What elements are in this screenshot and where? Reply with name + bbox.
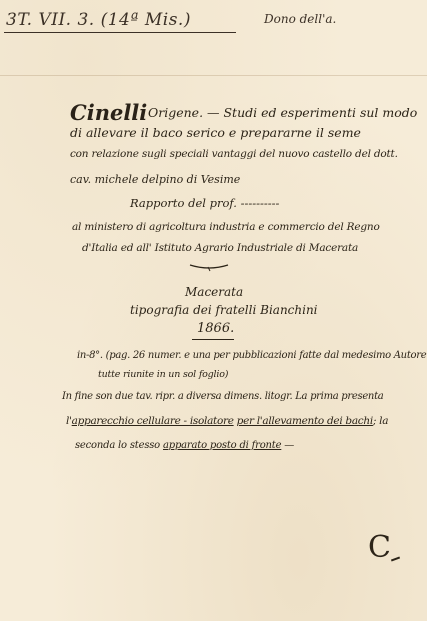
shelfmark-underline <box>4 32 236 33</box>
collation-line: tutte riunite in un sol foglio) <box>98 369 229 380</box>
separator-flourish <box>188 262 230 272</box>
title-line: con relazione sugli speciali vantaggi del nuovo castello del dott. <box>70 148 398 160</box>
shelfmark: 3T. VII. 3. (14ª Mis.) <box>6 10 191 30</box>
imprint-printer: tipografia dei fratelli Bianchini <box>130 303 318 317</box>
author-name: Cinelli <box>70 100 148 125</box>
title-line: d'Italia ed all' Istituto Agrario Industriale di Macerata <box>82 242 359 254</box>
note-text: l' <box>66 415 72 427</box>
imprint-year: 1866. <box>197 321 235 336</box>
year-underline <box>192 339 234 340</box>
note-underlined-text: apparato posto di fronte <box>162 440 282 451</box>
note-underlined-text: per l'allevamento dei bachi <box>236 415 373 427</box>
title-line: Origene. — Studi ed esperimenti sul modo <box>148 105 418 120</box>
note-text: ; la <box>372 415 389 427</box>
note-line <box>66 415 388 427</box>
title-line: cav. michele delpino di Vesime <box>70 173 241 186</box>
title-line: Rapporto del prof. ---------- <box>130 196 280 210</box>
title-line: al ministero di agricoltura industria e commercio del Regno <box>72 221 380 233</box>
note-text: — <box>281 440 295 451</box>
corner-letter-tick <box>391 557 400 562</box>
imprint-place: Macerata <box>185 285 244 299</box>
corner-letter: C <box>368 530 391 565</box>
donation-note: Dono dell'a. <box>264 12 337 26</box>
collation-line: in-8°. (pag. 26 numer. e una per pubblicazioni fatte dal medesimo Autore <box>77 350 427 361</box>
title-line: di allevare il baco serico e prepararne il seme <box>70 125 361 140</box>
note-text: seconda lo stesso <box>75 440 163 451</box>
note-line: In fine son due tav. ripr. a diversa dimens. litogr. La prima presenta <box>62 391 384 402</box>
fold-line <box>0 75 427 76</box>
note-line <box>75 440 294 451</box>
note-underlined-text: apparecchio cellulare - isolatore <box>71 415 234 427</box>
